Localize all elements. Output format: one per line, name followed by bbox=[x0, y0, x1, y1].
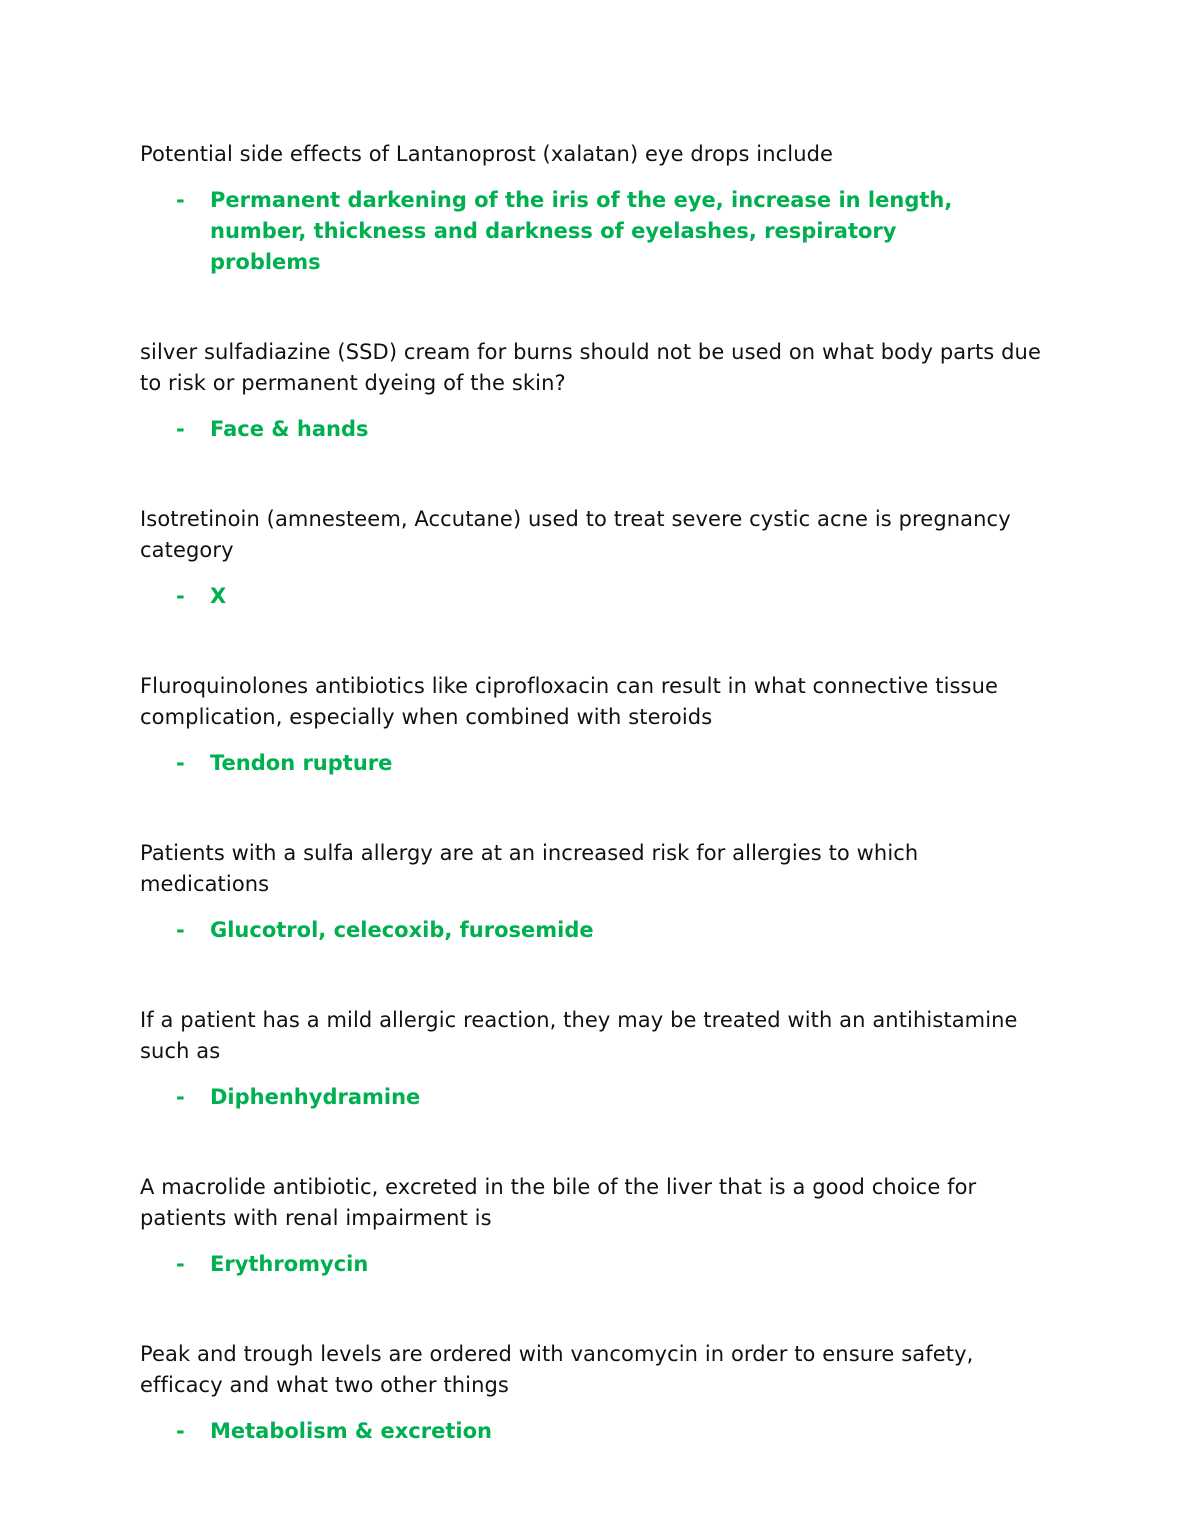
answer-text: Tendon rupture bbox=[210, 751, 393, 775]
qa-item bbox=[140, 139, 1050, 278]
question-text: If a patient has a mild allergic reaction, they may be treated with an antihistamine such as bbox=[140, 1008, 1018, 1063]
bullet-dash: - bbox=[176, 751, 185, 775]
bullet-dash: - bbox=[176, 1085, 185, 1109]
answer-text: Glucotrol, celecoxib, furosemide bbox=[210, 918, 594, 942]
qa-item bbox=[140, 671, 1050, 779]
qa-item bbox=[140, 1339, 1050, 1447]
question-text: Potential side effects of Lantanoprost (xalatan) eye drops include bbox=[140, 142, 834, 166]
question-text: Patients with a sulfa allergy are at an increased risk for allergies to which medications bbox=[140, 841, 919, 896]
document-page bbox=[140, 139, 1050, 1447]
answer-text: Metabolism & excretion bbox=[210, 1419, 492, 1443]
answer-text: Face & hands bbox=[210, 417, 369, 441]
answer-row bbox=[140, 1416, 1050, 1447]
qa-item bbox=[140, 838, 1050, 946]
qa-item bbox=[140, 1172, 1050, 1280]
answer-text: Diphenhydramine bbox=[210, 1085, 421, 1109]
answer-row bbox=[140, 915, 1050, 946]
qa-item bbox=[140, 337, 1050, 445]
answer-row bbox=[140, 1249, 1050, 1280]
qa-item bbox=[140, 504, 1050, 612]
bullet-dash: - bbox=[176, 417, 185, 441]
bullet-dash: - bbox=[176, 584, 185, 608]
answer-text: X bbox=[210, 584, 227, 608]
question-text: A macrolide antibiotic, excreted in the bile of the liver that is a good choice for patients with renal impairment is bbox=[140, 1175, 977, 1230]
bullet-dash: - bbox=[176, 1419, 185, 1443]
bullet-dash: - bbox=[176, 188, 185, 212]
question-text: Isotretinoin (amnesteem, Accutane) used to treat severe cystic acne is pregnancy category bbox=[140, 507, 1011, 562]
question-text: silver sulfadiazine (SSD) cream for burns should not be used on what body parts due to risk or permanent dyeing of the skin? bbox=[140, 340, 1041, 395]
bullet-dash: - bbox=[176, 918, 185, 942]
answer-text: Permanent darkening of the iris of the eye, increase in length, number, thickness and darkness of eyelashes, respiratory problems bbox=[210, 188, 953, 274]
answer-row bbox=[140, 414, 1050, 445]
question-text: Peak and trough levels are ordered with vancomycin in order to ensure safety, efficacy and what two other things bbox=[140, 1342, 974, 1397]
question-text: Fluroquinolones antibiotics like ciprofloxacin can result in what connective tissue complication, especially when combined with steroids bbox=[140, 674, 999, 729]
answer-row bbox=[140, 748, 1050, 779]
answer-row bbox=[140, 581, 1050, 612]
qa-item bbox=[140, 1005, 1050, 1113]
bullet-dash: - bbox=[176, 1252, 185, 1276]
answer-row bbox=[140, 185, 1050, 278]
answer-text: Erythromycin bbox=[210, 1252, 369, 1276]
answer-row bbox=[140, 1082, 1050, 1113]
